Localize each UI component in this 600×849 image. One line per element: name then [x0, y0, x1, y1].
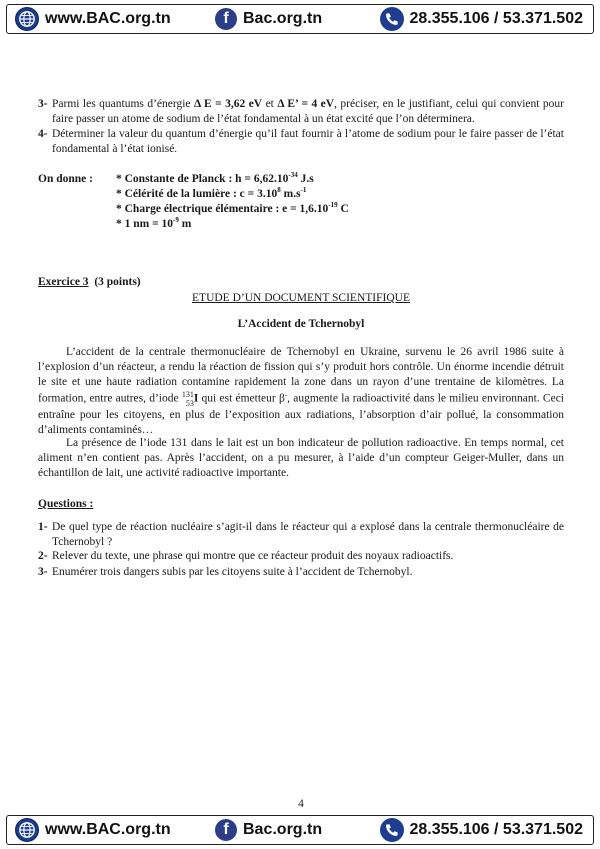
globe-icon: [15, 7, 39, 31]
given-constants: [38, 172, 564, 232]
header-bar: [6, 4, 594, 34]
p1-part-b: qui est émetteur β: [198, 392, 285, 405]
footer-phone[interactable]: [365, 816, 593, 844]
header-facebook[interactable]: [215, 5, 365, 33]
q3-text-a: Parmi les quantums d’énergie: [52, 98, 194, 110]
question-item-2-text: Relever du texte, une phrase qui montre que ce réacteur produit des noyaux radioactifs.: [52, 550, 454, 562]
document-paragraph-1: [38, 345, 564, 438]
iodine-symbol: I: [193, 392, 199, 405]
question-item-3: [38, 565, 564, 580]
footer-bar: [6, 815, 594, 845]
question-item-2-number: 2-: [38, 550, 48, 562]
given-label: On donne :: [38, 173, 93, 185]
footer-facebook-text: Bac.org.tn: [243, 821, 323, 838]
question-item-3-number: 3-: [38, 566, 48, 578]
q3-value-1: Δ E = 3,62 eV: [193, 98, 263, 110]
question-item-2: [38, 549, 564, 564]
nanometer-definition: * 1 nm = $10^{-9}$ m: [116, 216, 192, 230]
question-item-1: [38, 520, 564, 550]
exercise-subtitle: ETUDE D’UN DOCUMENT SCIENTIFIQUE: [192, 292, 410, 304]
footer-phone-text: 28.355.106 / 53.371.502: [409, 821, 583, 838]
exercise-title: Exercice 3: [38, 276, 89, 288]
light-speed: * Célérité de la lumière : $c = 3.10^8$ $m.s^{-1}$: [116, 186, 307, 200]
header-facebook-text: Bac.org.tn: [243, 10, 323, 27]
question-item-3-text: Enumérer trois dangers subis par les citoyens suite à l’accident de Tchernobyl.: [52, 566, 413, 578]
p1-part-a: L’accident de la centrale thermonucléaire de Tchernobyl en Ukraine, survenu le 26 avril 1986 suite à l’explosion d’un réacteur, a rendu la réaction de fission qui s’y produit hors contrôle. Un énorme incendie détruit le site et une haute radiation contamine rapidement la zone dans un rayon d’une trentaine de kilomètres. La formation, entre autres, d’iode: [38, 346, 564, 405]
planck-constant: * Constante de Planck : $h = 6,62.10^{-34}$ J.s: [116, 171, 314, 185]
iodine-nuclide: 131 53: [181, 390, 194, 408]
q3-text-c: , préciser, en le justifiant, celui qui convient pour faire passer un atome de sodium de l’état fondamental à un état excité que l’on déterminera.: [52, 98, 564, 125]
phone-icon: [380, 818, 404, 842]
exercise-points: (3 points): [94, 276, 141, 288]
question-4-text: Déterminer la valeur du quantum d’énergie qu’il faut fournir à l’atome de sodium pour le faire passer de l’état fondamental à l’état ionisé.: [52, 128, 564, 155]
header-website[interactable]: [7, 5, 215, 33]
p1-part-c: , augmente la radioactivité dans le milieu environnant. Ceci entraîne pour les citoyens, en plus de l’exposition aux radiations, l’absorption d’air pollué, la consommation d’aliments contaminés…: [38, 392, 564, 436]
q3-text-b: et: [262, 98, 278, 110]
question-4: [38, 127, 564, 157]
elementary-charge: * Charge électrique élémentaire : $e = 1,6.10^{-19}$ C: [116, 201, 349, 215]
document-title: L’Accident de Tchernobyl: [237, 318, 365, 330]
beta-sign: -: [284, 390, 288, 399]
questions-heading: [38, 497, 564, 512]
question-4-number: 4-: [38, 128, 48, 140]
exercise-heading: [38, 275, 564, 290]
header-website-text: www.BAC.org.tn: [45, 10, 171, 27]
question-3-text: [38, 97, 564, 127]
globe-icon: [15, 818, 39, 842]
footer-website[interactable]: [7, 816, 215, 844]
facebook-icon: f: [215, 8, 237, 30]
footer-website-text: www.BAC.org.tn: [45, 821, 171, 838]
question-3-number: 3-: [38, 98, 48, 110]
page-number: 4: [298, 798, 304, 810]
phone-icon: [380, 7, 404, 31]
document-paragraph-2: La présence de l’iode 131 dans le lait est un bon indicateur de pollution radioactive. En temps normal, cet aliment n’en contient pas. Après l’accident, on a pu mesurer, à l’aide d’un compteur Geiger-Muller, dans un échantillon de lait, une activité radioactive importante.: [38, 437, 564, 479]
facebook-icon: f: [215, 819, 237, 841]
question-item-1-text: De quel type de réaction nucléaire s’agit-il dans le réacteur qui a explosé dans la centrale thermonucléaire de Tchernobyl ?: [52, 521, 564, 548]
question-item-1-number: 1-: [38, 521, 48, 533]
header-phone-text: 28.355.106 / 53.371.502: [409, 10, 583, 27]
footer-facebook[interactable]: [215, 816, 365, 844]
header-phone[interactable]: [365, 5, 593, 33]
questions-title: Questions :: [38, 498, 94, 510]
q3-value-2: Δ E’ = 4 eV: [277, 98, 335, 110]
question-3: [38, 97, 564, 127]
